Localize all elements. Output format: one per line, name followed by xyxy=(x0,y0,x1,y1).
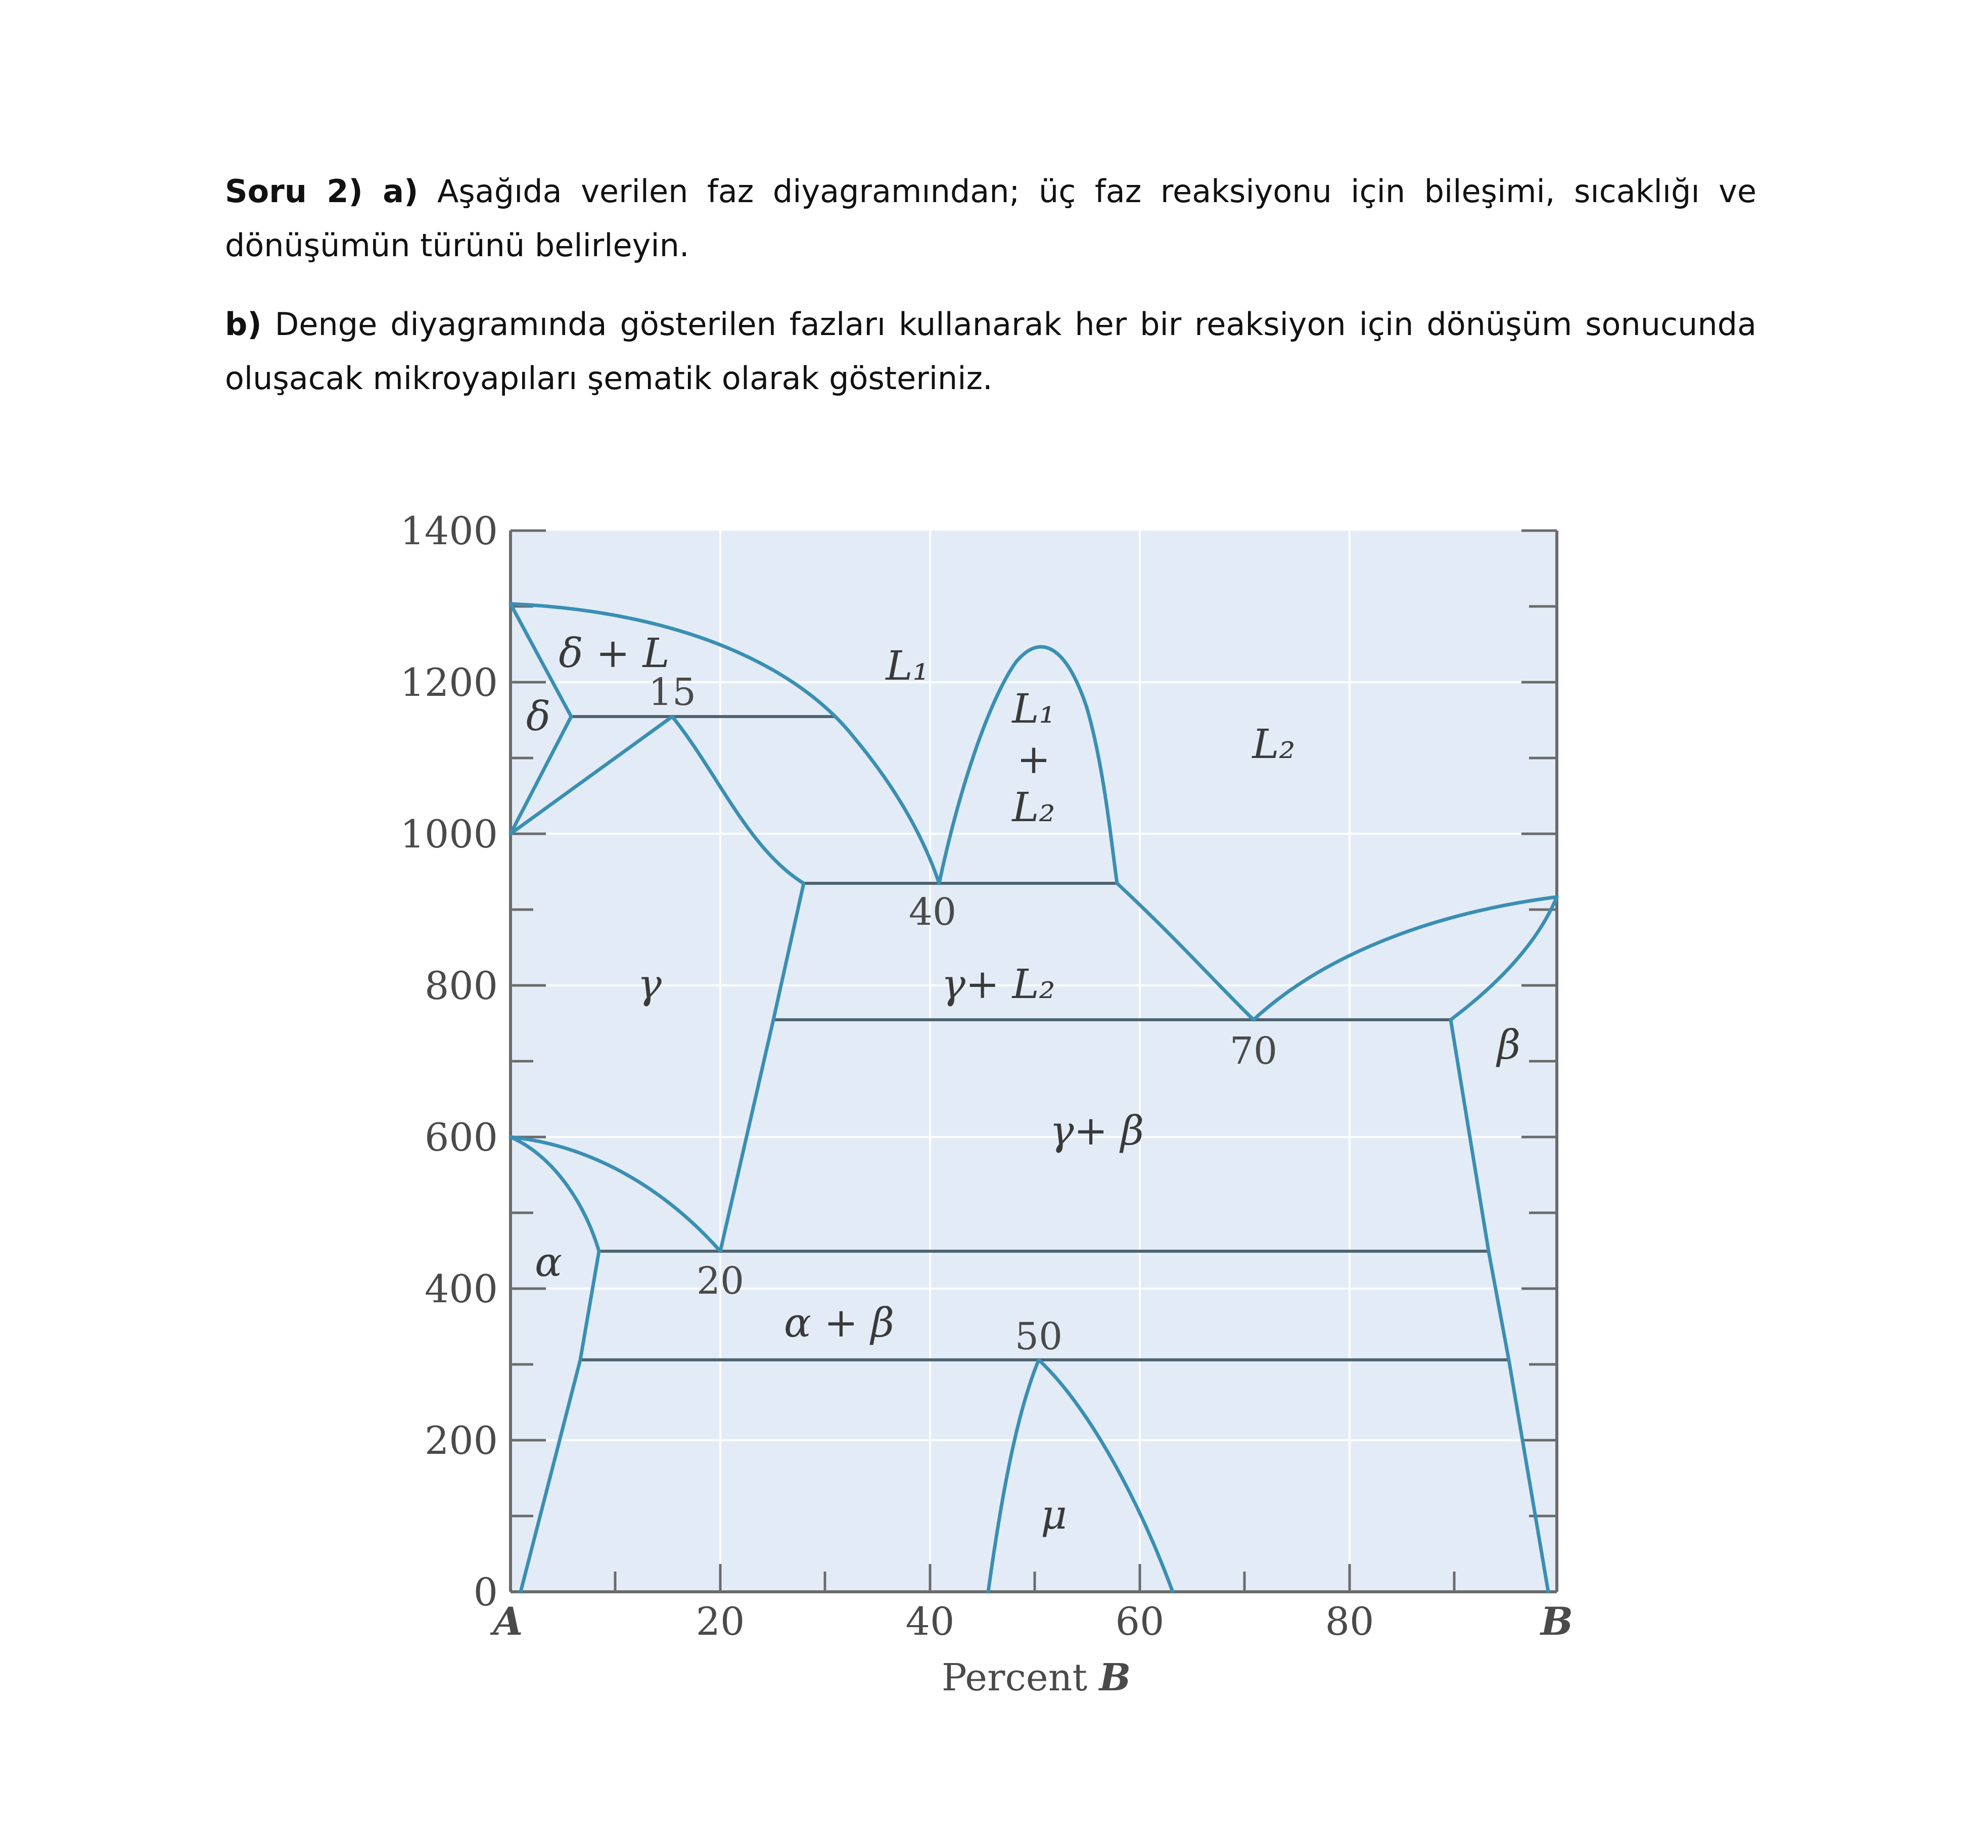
y-tick-label: 600 xyxy=(424,1115,498,1160)
phase-beta-label: β xyxy=(1497,1021,1521,1068)
phase-gamma-l2-label: γ+ L₂ xyxy=(941,961,1055,1008)
point-70-label: 70 xyxy=(1229,1029,1278,1073)
y-tick-label: 0 xyxy=(473,1570,498,1615)
x-tick-labels xyxy=(696,1599,1374,1644)
phase-mu-label: μ xyxy=(1041,1491,1067,1538)
y-tick-labels xyxy=(400,508,498,1615)
x-tick-label: 20 xyxy=(696,1599,745,1644)
x-axis-title-text: Percent xyxy=(941,1656,1099,1699)
question-a-prefix: Soru 2) a) xyxy=(225,173,419,210)
x-axis-title-b: B xyxy=(1099,1656,1131,1699)
y-tick-label: 1200 xyxy=(400,660,498,705)
y-tick-label: 1000 xyxy=(400,812,498,857)
y-tick-label: 1400 xyxy=(400,508,498,553)
x-axis-title xyxy=(942,1656,1131,1699)
question-b-prefix: b) xyxy=(225,306,262,343)
y-tick-label: 200 xyxy=(424,1418,498,1463)
x-tick-label: 80 xyxy=(1325,1599,1374,1644)
phase-delta-label: δ xyxy=(526,693,551,740)
phase-gamma-label: γ xyxy=(637,961,662,1008)
x-end-label: B xyxy=(1540,1599,1574,1644)
x-tick-label: 40 xyxy=(905,1599,955,1644)
phase-l2-gap-label: L₂ xyxy=(1012,784,1055,831)
y-tick-label: 400 xyxy=(424,1266,498,1311)
phase-l2-label: L₂ xyxy=(1252,721,1296,768)
x-start-label: A xyxy=(493,1599,523,1644)
point-50-label: 50 xyxy=(1014,1315,1063,1358)
point-40-label: 40 xyxy=(908,890,957,934)
phase-l1-label: L₁ xyxy=(886,642,929,689)
y-tick-label: 800 xyxy=(424,963,498,1008)
phase-alpha-beta-label: α + β xyxy=(783,1299,895,1346)
point-15-label: 15 xyxy=(648,671,697,714)
phase-gamma-beta-label: γ+ β xyxy=(1049,1107,1144,1154)
phase-alpha-label: α xyxy=(534,1239,563,1286)
point-20-label: 20 xyxy=(696,1259,745,1303)
x-tick-label: 60 xyxy=(1115,1599,1165,1644)
phase-l1-gap-label: L₁ xyxy=(1012,685,1055,732)
question-b-text: Denge diyagramında gösterilen fazları kullanarak her bir reaksiyon için dönüşüm sonucunda oluşacak mikroyapıları şematik olarak gösteriniz. xyxy=(225,306,1756,397)
phase-plus-label: + xyxy=(1016,736,1051,783)
phase-delta-l-label: δ + L xyxy=(559,630,670,677)
question-a-text: Aşağıda verilen faz diyagramından; üç faz reaksiyonu için bileşimi, sıcaklığı ve dönüşümün türünü belirleyin. xyxy=(225,173,1756,264)
